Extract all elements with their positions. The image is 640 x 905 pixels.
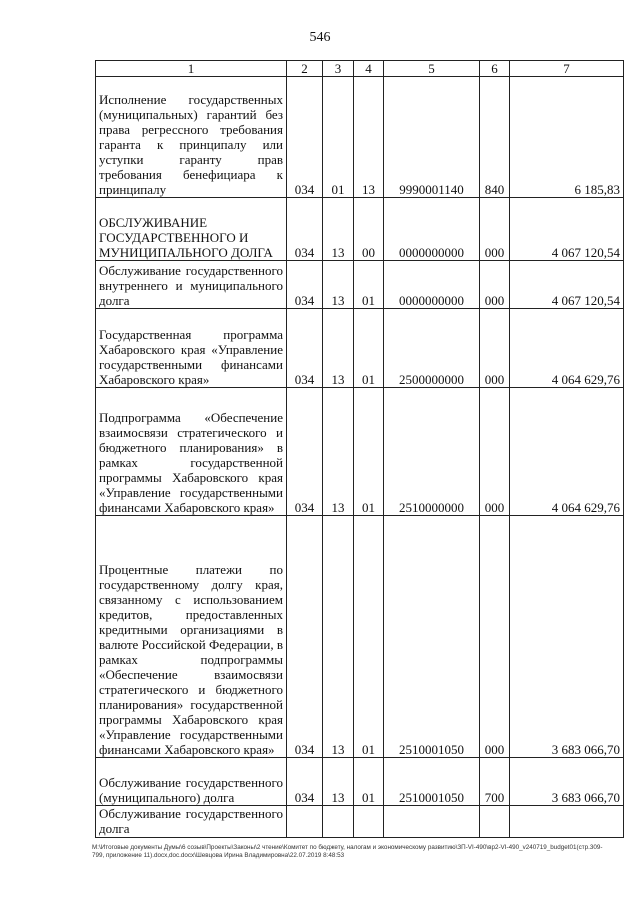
table-row [96,77,624,198]
cell-target [384,806,480,838]
cell-expense-type: 000 [480,516,510,758]
cell-subsection: 01 [354,758,384,806]
header-cell: 3 [323,61,354,77]
row-name: Обслуживание государственного внутреннего и муниципального долга [96,261,287,309]
cell-amount: 4 064 629,76 [510,309,624,388]
cell-expense-type [480,806,510,838]
header-row [96,61,624,77]
cell-section: 13 [323,758,354,806]
header-cell: 4 [354,61,384,77]
cell-subsection: 01 [354,388,384,516]
cell-ministry: 034 [287,77,323,198]
row-name: Обслуживание государственного (муниципального) долга [96,758,287,806]
table-row [96,806,624,838]
row-name: Обслуживание государственного долга [96,806,287,838]
cell-expense-type: 000 [480,198,510,261]
cell-section: 13 [323,261,354,309]
header-cell: 6 [480,61,510,77]
header-cell: 7 [510,61,624,77]
cell-amount: 3 683 066,70 [510,516,624,758]
cell-ministry: 034 [287,198,323,261]
cell-subsection: 01 [354,516,384,758]
cell-section: 13 [323,309,354,388]
cell-target: 2510001050 [384,516,480,758]
cell-target: 0000000000 [384,261,480,309]
cell-expense-type: 700 [480,758,510,806]
cell-amount: 6 185,83 [510,77,624,198]
header-cell: 2 [287,61,323,77]
cell-subsection: 01 [354,261,384,309]
cell-expense-type: 840 [480,77,510,198]
cell-ministry: 034 [287,516,323,758]
document-path-footer: M:\Итоговые документы Думы\6 созыв\Проекты\Законы\2 чтение\Комитет по бюджету, налогам и экономическому развитию\ЗП-VI-490\вр2-VI-490_v240719_budget01(стр.309-799, приложение 11).docx,doc.docx\Шевцова Ирина Владимировна\22.07.2019 8:48:53 [92,844,603,859]
cell-target: 0000000000 [384,198,480,261]
row-name: Процентные платежи по государственному долгу края, связанному с использованием кредитов, предоставленных кредитными организациями в валюте Российской Федерации, в рамках подпрограммы «Обеспечение взаимосвязи стратегического и бюджетного планирования» государственной программы Хабаровского края «Управление государственными финансами Хабаровского края» [96,516,287,758]
cell-amount: 4 064 629,76 [510,388,624,516]
cell-target: 2510001050 [384,758,480,806]
table-row [96,198,624,261]
cell-amount [510,806,624,838]
cell-target: 2500000000 [384,309,480,388]
cell-ministry [287,806,323,838]
cell-expense-type: 000 [480,261,510,309]
cell-subsection: 01 [354,309,384,388]
budget-table [95,60,624,838]
table-row [96,758,624,806]
page-number: 546 [309,30,331,45]
table-row [96,261,624,309]
cell-subsection [354,806,384,838]
cell-target: 9990001140 [384,77,480,198]
cell-section: 13 [323,516,354,758]
row-name: Исполнение государственных (муниципальных) гарантий без права регрессного требования гаранта к принципалу или уступки гаранту прав требования бенефициара к принципалу [96,77,287,198]
cell-subsection: 00 [354,198,384,261]
table-row [96,309,624,388]
cell-expense-type: 000 [480,309,510,388]
table-row [96,516,624,758]
cell-ministry: 034 [287,261,323,309]
cell-ministry: 034 [287,388,323,516]
row-name: Государственная программа Хабаровского края «Управление государственными финансами Хабаровского края» [96,309,287,388]
header-cell: 1 [96,61,287,77]
header-cell: 5 [384,61,480,77]
cell-section: 01 [323,77,354,198]
cell-section: 13 [323,388,354,516]
cell-amount: 4 067 120,54 [510,261,624,309]
row-name: ОБСЛУЖИВАНИЕ ГОСУДАРСТВЕННОГО И МУНИЦИПАЛЬНОГО ДОЛГА [96,198,287,261]
cell-section: 13 [323,198,354,261]
cell-ministry: 034 [287,309,323,388]
row-name: Подпрограмма «Обеспечение взаимосвязи стратегического и бюджетного планирования» в рамках государственной программы Хабаровского края «Управление государственными финансами Хабаровского края» [96,388,287,516]
cell-subsection: 13 [354,77,384,198]
cell-amount: 3 683 066,70 [510,758,624,806]
cell-amount: 4 067 120,54 [510,198,624,261]
cell-ministry: 034 [287,758,323,806]
table-row [96,388,624,516]
cell-section [323,806,354,838]
cell-target: 2510000000 [384,388,480,516]
cell-expense-type: 000 [480,388,510,516]
